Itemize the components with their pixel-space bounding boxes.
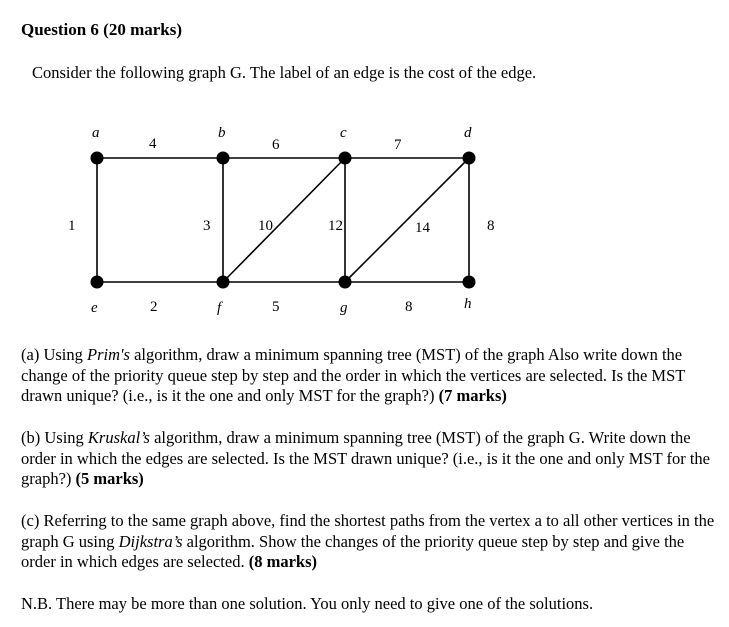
part-a-algo: Prim's [86,345,130,364]
part-c-algo: Dijkstra’s [118,531,183,551]
part-a-marks: (7 marks) [438,386,507,405]
vertex-label-e: e [91,300,98,316]
edge-gd [345,158,469,282]
edge-label-gh: 8 [405,299,413,315]
part-c-text: algorithm. Show the changes of the priority queue step by step and give the order in which edges are selected. [21,531,685,571]
edge-label-dh: 8 [487,218,495,234]
edge-fc [223,158,345,282]
edge-label-ae: 1 [68,218,76,234]
part-a-pre: (a) Using [21,345,87,364]
vertex-label-g: g [340,300,348,316]
question-title: Question 6 (20 marks) [21,20,183,39]
part-c-pre: (c) Referring to the same graph above, find the shortest paths from the vertex a to all other vertices in the graph G using [21,511,715,551]
part-c-marks: (8 marks) [248,552,317,571]
edge-label-bf: 3 [203,218,211,234]
edge-label-ef: 2 [150,299,158,315]
vertex-b [217,152,230,165]
edge-label-fg: 5 [272,299,280,315]
vertex-label-b: b [218,125,226,141]
vertex-c [339,152,352,165]
edge-label-cg: 12 [328,218,343,234]
graph-diagram [0,110,729,320]
vertex-f [217,276,230,289]
note: N.B. There may be more than one solution. You only need to give one of the solutions. [21,594,594,613]
vertex-d [463,152,476,165]
edge-label-bc: 6 [272,137,280,153]
edge-label-ab: 4 [149,136,157,152]
part-b-marks: (5 marks) [75,469,144,488]
part-a-text: algorithm, draw a minimum spanning tree (MST) of the graph Also write down the change of the priority queue step by step and the order in which the vertices are selected. Is the MST drawn unique? (i.e., is it the one and only MST for the graph?) [21,345,686,405]
vertex-label-f: f [217,300,222,316]
vertex-a [91,152,104,165]
vertex-label-a: a [92,125,100,141]
part-b-pre: (b) Using [21,428,88,447]
part-b-kruskal [21,428,721,490]
part-a-prim [21,345,721,407]
part-b-text: algorithm, draw a minimum spanning tree (MST) of the graph G. Write down the order in which the edges are selected. Is the MST drawn unique? (i.e., is it the one and only MST for the graph?) [21,428,711,488]
question-intro: Consider the following graph G. The label of an edge is the cost of the edge. [32,63,537,82]
edge-label-fc: 10 [258,218,273,234]
edge-label-gd: 14 [415,220,430,236]
vertex-h [463,276,476,289]
part-b-algo: Kruskal’s [87,428,150,447]
vertex-label-c: c [340,125,347,141]
edge-label-cd: 7 [394,137,402,153]
part-c-dijkstra [21,511,721,573]
vertex-e [91,276,104,289]
vertex-label-h: h [464,296,472,312]
vertex-g [339,276,352,289]
vertex-label-d: d [464,125,472,141]
